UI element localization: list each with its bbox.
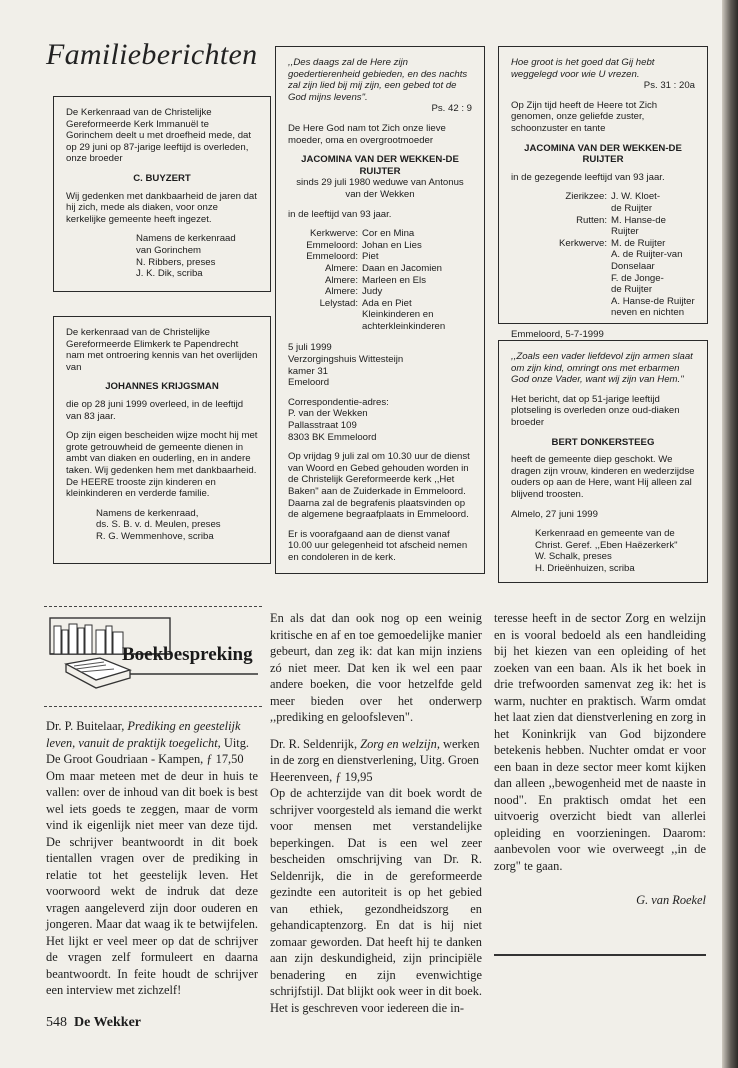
book2-publisher: werken in de zorg en dienstverlening, Uitg. Groen Heerenveen, ƒ 19,95	[270, 736, 480, 784]
address-street: Pallasstraat 109	[288, 420, 357, 432]
family-names: Ada en Piet	[362, 297, 412, 309]
deceased-name: C. BUYZERT	[133, 172, 191, 184]
family-names: Johan en Lies	[362, 239, 422, 251]
notice-signature	[66, 508, 258, 543]
family-place	[511, 284, 607, 296]
deceased-name: JACOMINA VAN DER WEKKEN-DE RUIJTER	[524, 142, 682, 166]
address-label: Correspondentie-adres:	[288, 396, 389, 408]
place-date: Emmeloord, 5-7-1999	[511, 328, 604, 340]
notice-text: Wij gedenken met dankbaarheid de jaren dat hij zich, mede als diaken, voor onze kerkelijke gemeente heeft ingezet.	[66, 190, 257, 225]
family-place	[511, 307, 607, 319]
family-names: A. de Ruijter-van	[611, 249, 683, 261]
sign-line: N. Ribbers, preses	[136, 256, 216, 268]
family-place	[511, 249, 607, 261]
address-name: P. van der Wekken	[288, 408, 368, 420]
family-names: Judy	[362, 286, 383, 298]
family-place: Emmeloord:	[306, 251, 358, 263]
section-dashed-rule	[44, 706, 262, 707]
family-names: Kleinkinderen en	[362, 309, 434, 321]
family-names: F. de Jonge-	[611, 272, 664, 284]
section-dashed-rule	[44, 606, 262, 607]
family-names: Donselaar	[611, 260, 655, 272]
family-place: Kerkwerve:	[559, 237, 607, 249]
sign-line: H. Drieënhuizen, scriba	[535, 562, 635, 574]
family-place: Almere:	[324, 286, 358, 298]
bible-verse: ,,Des daags zal de Here zijn goedertierenheid gebieden, en des nachts zal zijn lied bij mij zijn, een gebed tot de God mijns levens".	[288, 57, 468, 103]
age-line: in de gezegende leeftijd van 93 jaar.	[511, 171, 665, 183]
notice-donkersteeg	[498, 340, 708, 583]
notice-signature	[66, 233, 258, 279]
location-line: Verzorgingshuis Wittesteijn	[288, 354, 404, 366]
review-paragraph: teresse heeft in de sector Zorg en welzijn en is vooral bedoeld als een handleiding bij het kiezen van een opleiding of het zoeken van een baan. Als ik het boek in drie trefwoorden samenvat zeg ik: het is warm, nuchter en praktisch. Warm omdat het laat zien dat dienstverlening en zorg in het Koninkrijk van God bijzondere betekenis hebben. Nuchter omdat er voor een baan in deze sector meer komt kijken dan alleen ,,bewogenheid met de naaste in nood". En praktisch omdat het een uitvoerig overzicht biedt van allerlei opleiding en voorzieningen. Daarom: aanbevolen voor wie overweegt ,,in de zorg" te gaan.	[494, 611, 706, 873]
review-column-3	[494, 610, 706, 909]
date-line: 5 juli 1999	[288, 342, 332, 354]
notice-date: die op 28 juni 1999 overleed, in de leeftijd van 83 jaar.	[66, 398, 244, 422]
sign-line: R. G. Wemmenhove, scriba	[96, 530, 214, 542]
notice-intro: De Here God nam tot Zich onze lieve moeder, oma en overgrootmoeder	[288, 122, 446, 146]
notice-intro: De Kerkenraad van de Christelijke Gereformeerde Kerk Immanuël te Gorinchem deelt u met droefheid mede, dat op 29 juni op 87-jarige leeftijd is overleden, onze broeder	[66, 107, 252, 165]
magazine-name: De Wekker	[74, 1015, 142, 1030]
family-names: A. Hanse-de Ruijter	[611, 295, 695, 307]
book1-author: Dr. P. Buitelaar,	[46, 719, 125, 733]
family-list	[288, 228, 472, 332]
sign-line: van Gorinchem	[136, 244, 202, 256]
age-line: in de leeftijd van 93 jaar.	[288, 208, 392, 220]
book2-title: Zorg en welzijn,	[360, 736, 440, 751]
family-names: J. W. Kloet-	[611, 191, 661, 203]
section-heading: Boekbespreking	[122, 644, 253, 665]
notice-vanderwekken-family	[275, 46, 485, 574]
sign-line: J. K. Dik, scriba	[136, 268, 203, 280]
family-place: Kerkwerve:	[310, 228, 358, 240]
review-column-1	[46, 718, 258, 1009]
sign-line: Namens de kerkenraad,	[96, 507, 199, 519]
page-title: Familieberichten	[46, 38, 258, 71]
family-list	[511, 191, 695, 319]
book2-info	[270, 736, 482, 786]
family-place	[288, 321, 358, 333]
notice-intro: De kerkenraad van de Christelijke Gereformeerde Elimkerk te Papendrecht nam met ontroering kennis van het overlijden van	[66, 327, 258, 373]
family-names: achterkleinkinderen	[362, 320, 446, 332]
family-names: Daan en Jacomien	[362, 262, 442, 274]
sign-line: Namens de kerkenraad	[136, 233, 236, 245]
family-place: Lelystad:	[319, 297, 358, 309]
boekbespreking-logo	[44, 612, 260, 702]
address-city: 8303 BK Emmeloord	[288, 431, 377, 443]
family-names: de Ruijter	[611, 284, 653, 296]
family-names: M. Hanse-de Ruijter	[611, 214, 666, 238]
review-column-2	[270, 610, 482, 1026]
verse-reference: Ps. 31 : 20a	[643, 80, 695, 92]
review-signature: G. van Roekel	[636, 893, 706, 907]
notice-text: heeft de gemeente diep geschokt. We dragen zijn vrouw, kinderen en wederzijdse ouders op aan de Here, want Hij alleen zal blijvend troosten.	[511, 454, 695, 500]
family-names: Piet	[362, 251, 379, 263]
family-place	[288, 309, 358, 321]
family-names: Marleen en Els	[362, 274, 426, 286]
family-names: M. de Ruijter	[611, 237, 666, 249]
sign-line: ds. S. B. v. d. Meulen, preses	[96, 519, 221, 531]
bible-verse: Hoe groot is het goed dat Gij hebt weggelegd voor wie U vrezen.	[511, 57, 655, 80]
family-place	[511, 273, 607, 285]
family-names: neven en nichten	[611, 307, 685, 319]
family-place	[511, 203, 607, 215]
page-footer	[46, 1015, 141, 1031]
review-paragraph: Op de achterzijde van dit boek wordt de schrijver voorgesteld als iemand die werkt voor mensen met verstandelijke beperkingen. Dat is een wel zeer bescheiden omschrijving van Dr. R. Seldenrijk, die in de gereformeerde gezindte een autoriteit is op het gebied van ethiek, gezondheidszorg en gehandicaptenzorg. En dat is hij niet zomaar geworden. Dat heeft hij te danken aan zijn deskundigheid, zijn principiële benadering en zijn evenwichtige schrijfstijl. Dat blijkt ook weer in dit boek. Het is geschreven voor iedereen die in-	[270, 786, 482, 1015]
family-place	[511, 261, 607, 273]
correspondence-address	[288, 397, 472, 443]
family-place: Almere:	[324, 262, 358, 274]
deceased-name: BERT DONKERSTEEG	[551, 436, 655, 448]
condolence-info: Er is voorafgaand aan de dienst vanaf 10.00 uur gelegenheid tot afscheid nemen en condoleren in de kerk.	[288, 528, 468, 563]
family-names: Cor en Mina	[362, 228, 415, 240]
place-date	[288, 342, 472, 388]
bible-verse: ,,Zoals een vader liefdevol zijn armen slaat om zijn kind, omringt ons met erbarmen God onze Vader, want wij zijn van Hem."	[511, 351, 693, 386]
notice-krijgsman	[53, 316, 271, 564]
widow-since: sinds 29 juli 1980 weduwe van Antonus van der Wekken	[296, 177, 464, 200]
service-info: Op vrijdag 9 juli zal om 10.30 uur de dienst van Woord en Gebed gehouden worden in de Christelijk Gereformeerde kerk ,,Het Baken" aan de Zuiderkade in Emmeloord. Daarna zal de begrafenis plaatsvinden op de algemene begraafplaats in Emmeloord.	[288, 451, 470, 521]
deceased-name: JOHANNES KRIJGSMAN	[105, 381, 219, 393]
book2-author: Dr. R. Seldenrijk,	[270, 736, 358, 751]
place-date: Almelo, 27 juni 1999	[511, 508, 598, 520]
family-place: Emmeloord:	[306, 239, 358, 251]
book1-title: Prediking en geestelijk leven, vanuit de praktijk toegelicht,	[46, 719, 241, 750]
family-place: Almere:	[324, 274, 358, 286]
room-line: kamer 31	[288, 365, 328, 377]
book1-publisher: Uitg. De Groot Goudriaan - Kampen, ƒ 17,50	[46, 735, 250, 766]
notice-buyzert	[53, 96, 271, 292]
deceased-name: JACOMINA VAN DER WEKKEN-DE RUIJTER	[301, 154, 459, 177]
book1-info	[46, 718, 258, 768]
family-names: de Ruijter	[611, 202, 653, 214]
notice-intro: Het bericht, dat op 51-jarige leeftijd plotseling is overleden onze oud-diaken broeder	[511, 393, 680, 428]
sign-line: W. Schalk, preses	[535, 551, 612, 563]
sign-line: Kerkenraad en gemeente van de	[535, 528, 675, 540]
notice-text: Op zijn eigen bescheiden wijze mocht hij met grote getrouwheid de gemeente dienen in ambt van diaken en ouderling, en in andere taken. Wij gedenken hem met dankbaarheid. De HEERE trooste zijn kinderen en kleinkinderen en verderde familie.	[66, 430, 258, 500]
review-paragraph: Om maar meteen met de deur in huis te vallen: over de inhoud van dit boek is best wel iets goeds te zeggen, maar de vorm vind ik eigenlijk niet meer van deze tijd. De schrijver beantwoordt in dit boek tientallen vragen over de prediking in relatie tot het geestelijk leven. Het voorwoord wekt de indruk dat deze vragen aangeleverd zijn door ouderen en jongeren. Maar dat waag ik te betwijfelen. Het lijkt er veel meer op dat de schrijver de vragen zelf formuleert en daarna beantwoordt. In feite houdt de schrijver een interview met zichzelf!	[46, 768, 258, 997]
notice-intro: Op Zijn tijd heeft de Heere tot Zich genomen, onze geliefde zuster, schoonzuster en tante	[511, 99, 658, 134]
family-place: Zierikzee:	[565, 191, 607, 203]
column-end-rule	[494, 954, 706, 956]
family-place	[511, 296, 607, 308]
notice-signature	[511, 528, 695, 574]
verse-reference: Ps. 42 : 9	[431, 103, 472, 115]
review-paragraph: En als dat dan ook nog op een weinig kritische en af en toe gemoedelijke manier gebeurt, dan zeg ik: dat kan mijn inziens zó niet meer. Dat ken ik wel een paar andere boeken, die voor hetzelfde geld meer bieden over het onderwerp ,,prediking en geloofsleven".	[270, 611, 482, 724]
notice-vanderwekken-siblings	[498, 46, 708, 340]
page-edge	[722, 0, 738, 1068]
sign-line: Christ. Geref. ,,Eben Haëzerkerk"	[535, 539, 678, 551]
page-number: 548	[46, 1015, 67, 1030]
city-line: Emeloord	[288, 377, 330, 389]
family-place: Rutten:	[576, 214, 607, 226]
